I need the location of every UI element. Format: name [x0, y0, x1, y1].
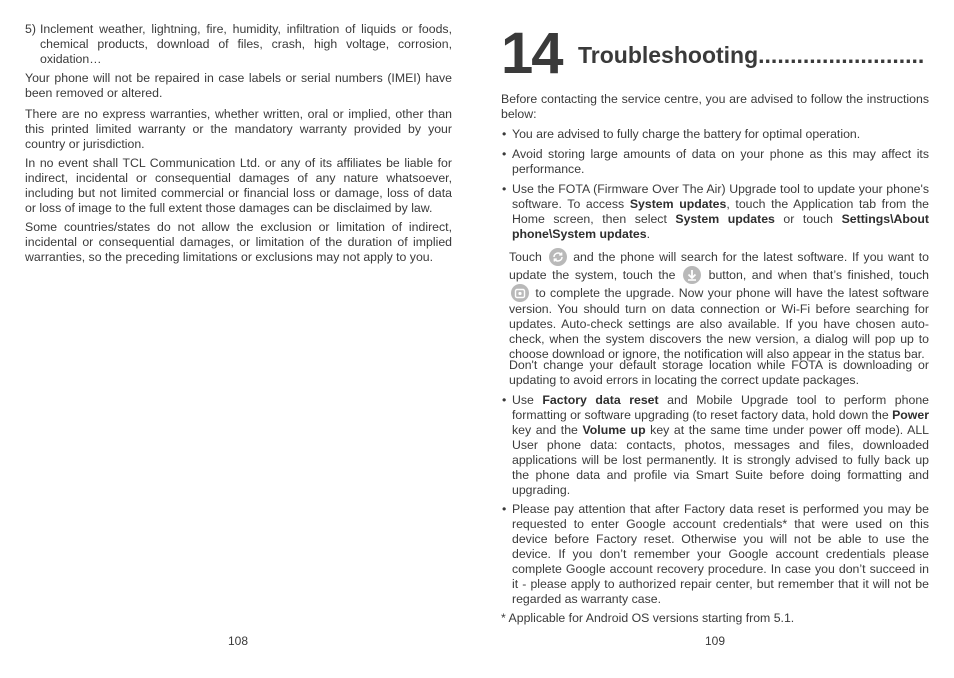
- paragraph-imei: Your phone will not be repaired in case labels or serial numbers (IMEI) have been removed or altered.: [25, 71, 452, 100]
- bold-power: Power: [892, 408, 929, 422]
- page-108: [25, 0, 452, 678]
- paragraph-touch-update: Touch and the phone will search for the latest software. If you want to update the system, touch the button, and when that’s finished, touch to complete the upgrade. Now your phone will have the latest software version. You should turn on data connection or Wi-Fi before searching for updates. Auto-check settings are also available. If you have chosen auto-check, when the system discovers the new version, a dialog will pop up to choose download or ignore, the notification will also appear in the status bar.: [509, 250, 930, 361]
- bullet-item-factory-reset: [501, 393, 929, 498]
- chapter-title: Troubleshooting..........................: [578, 42, 925, 68]
- chapter-number: 14: [501, 21, 562, 86]
- bullet-text: Use the FOTA (Firmware Over The Air) Upgrade tool to update your phone's software. To access System updates, touch the Application tab from the Home screen, then select System updates or touch Settings\About phone\System updates.: [512, 182, 929, 241]
- bullet-symbol: •: [502, 147, 507, 161]
- page-number: 109: [704, 634, 726, 648]
- bold-system-updates: System updates: [629, 197, 727, 211]
- bullet-text: Avoid storing large amounts of data on your phone as this may affect its performance.: [512, 147, 929, 176]
- bold-volume-up: Volume up: [582, 423, 646, 437]
- list-item-text: Inclement weather, lightning, fire, humidity, infiltration of liquids or foods, chemical products, download of files, crash, high voltage, corrosion, oxidation…: [40, 22, 452, 66]
- bullet-symbol: •: [502, 182, 507, 196]
- list-item-number: 5): [25, 22, 36, 36]
- bullet-item-storage: [501, 147, 929, 177]
- page-number: 108: [227, 634, 249, 648]
- bullet-item-google-account: [501, 502, 929, 607]
- paragraph-no-express-warranties: There are no express warranties, whether written, oral or implied, other than this printed limited warranty or the mandatory warranty provided by your country or jurisdiction.: [25, 107, 452, 151]
- bullet-symbol: •: [502, 393, 507, 407]
- footnote: * Applicable for Android OS versions starting from 5.1.: [501, 611, 795, 625]
- bullet-text: Use Factory data reset and Mobile Upgrade tool to perform phone formatting or software upgrading (to reset factory data, hold down the Power key and the Volume up key at the same time under power off mode). ALL User phone data: contacts, photos, messages and files, downloaded applications will be lost permanently. It is strongly advised to fully back up the phone data and profile via Smart Suite before doing formatting and upgrading.: [512, 393, 929, 497]
- bold-system-updates: System updates: [675, 212, 775, 226]
- bullet-symbol: •: [502, 127, 507, 141]
- download-icon: [683, 266, 701, 284]
- bold-factory-data-reset: Factory data reset: [542, 393, 659, 407]
- install-icon: [511, 284, 529, 302]
- bullet-symbol: •: [502, 502, 507, 516]
- bullet-item-fota: [501, 182, 929, 242]
- refresh-icon: [549, 248, 567, 266]
- page-109: [501, 0, 929, 678]
- bullet-item-charge: [501, 127, 929, 142]
- paragraph-liability: In no event shall TCL Communication Ltd. or any of its affiliates be liable for indirect, incidental or consequential damages of any nature whatsoever, including but not limited commercial or financial loss or damage, loss of data or loss of image to the full extent those damages can be disclaimed by law.: [25, 156, 452, 215]
- paragraph-storage-location: Don't change your default storage location while FOTA is downloading or updating to avoid errors in locating the correct update packages.: [509, 358, 929, 387]
- paragraph-exclusions: Some countries/states do not allow the exclusion or limitation of indirect, incidental or consequential damages, or limitation of the duration of implied warranties, so the preceding limitations or exclusions may not apply to you.: [25, 220, 452, 264]
- list-item-5: [25, 22, 452, 67]
- intro-paragraph: Before contacting the service centre, you are advised to follow the instructions below:: [501, 92, 929, 121]
- bullet-text: You are advised to fully charge the battery for optimal operation.: [512, 127, 861, 141]
- chapter-header: [501, 21, 929, 86]
- bullet-text: Please pay attention that after Factory data reset is performed you may be requested to enter Google account credentials* that were used on this device before Factory reset. Otherwise you will not be able to use the device. If you don’t remember your Google account credentials please complete Google account recovery procedure. In case you don’t succeed in it - please apply to authorized repair center, but remember that it will not be regarded as warranty case.: [512, 502, 929, 606]
- bold-settings-path: Settings\About phone\System updates: [512, 212, 929, 241]
